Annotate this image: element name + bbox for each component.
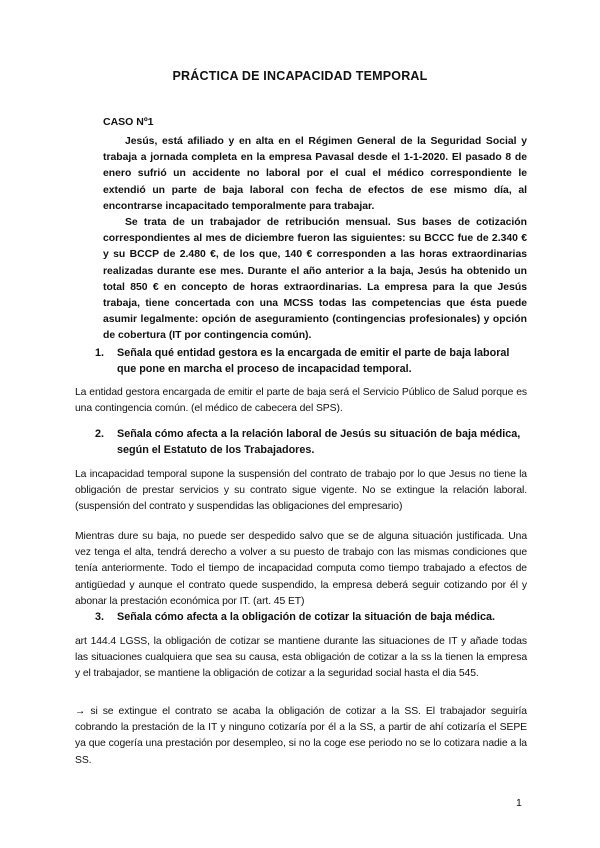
case-label: CASO Nº1 xyxy=(103,116,154,128)
question-text: Señala cómo afecta a la relación laboral de Jesús su situación de baja médica, según el Estatuto de los Trabajadores. xyxy=(117,428,521,456)
answer-paragraph: La entidad gestora encargada de emitir el parte de baja será el Servicio Público de Salud porque es una contingencia común. (el médico de cabecera del SPS). xyxy=(75,387,527,415)
intro-paragraph-text: Se trata de un trabajador de retribución mensual. Sus bases de cotización correspondientes al mes de diciembre fueron las siguientes: su BCCC fue de 2.340 € y su BCCP de 2.480 €, de los que, 140 € corresponden a las horas extraordinarias realizadas durante ese mes. Durante el año anterior a la baja, Jesús ha obtenido un total 850 € en concepto de horas extraordinarias. La empresa para la que Jesús trabaja, tiene concertada con una MCSS todas las competencias que ésta puede asumir legalmente: opción de aseguramiento (contingencias profesionales) y opción de cobertura (IT por contingencia común). xyxy=(103,217,527,342)
question-3 xyxy=(95,609,527,625)
intro-paragraph-text: Jesús, está afiliado y en alta en el Régimen General de la Seguridad Social y trabaja a jornada completa en la empresa Pavasal desde el 1-1-2020. El pasado 8 de enero sufrió un accidente no laboral por el cual el médico correspondiente le extendió un parte de baja laboral con fecha de efectos de ese mismo día, al encontrarse incapacitado temporalmente para trabajar. xyxy=(103,136,527,212)
question-2 xyxy=(95,426,527,458)
question-number: 3. xyxy=(95,611,105,623)
intro-paragraph xyxy=(103,134,527,215)
answer-paragraph: La incapacidad temporal supone la suspensión del contrato de trabajo por lo que Jesus no tiene la obligación de prestar servicios y su contrato sigue vigente. No se extingue la relación laboral. (suspensión del contrato y suspendidas las obligaciones del empresario) xyxy=(75,469,527,513)
answer-paragraph: → si se extingue el contrato se acaba la obligación de cotizar a la SS. El trabajador seguiría cobrando la prestación de la IT y ninguno cotizaría por él a la SS, a partir de ahí cotizaría el SEPE ya que cogería una prestación por desempleo, si no la coge ese periodo no se lo cotizara nadie a la SS. xyxy=(75,706,527,766)
page-title: PRÁCTICA DE INCAPACIDAD TEMPORAL xyxy=(172,69,428,83)
question-number: 2. xyxy=(95,428,105,440)
question-1 xyxy=(95,345,527,377)
page-number: 1 xyxy=(516,797,522,809)
answer-paragraph: Mientras dure su baja, no puede ser despedido salvo que se de alguna situación justificada. Una vez tenga el alta, tendrá derecho a volver a su puesto de trabajo con las mismas condiciones que tenía anteriormente. Todo el tiempo de incapacidad computa como tiempo trabajado a efectos de antigüedad y aunque el contrato quede suspendido, la empresa deberá seguir cotizando por él y abonar la prestación económica por IT. (art. 45 ET) xyxy=(75,531,527,607)
question-text: Señala qué entidad gestora es la encargada de emitir el parte de baja laboral que pone en marcha el proceso de incapacidad temporal. xyxy=(117,347,510,375)
intro-paragraph xyxy=(103,215,527,345)
question-number: 1. xyxy=(95,347,105,359)
question-text: Señala cómo afecta a la obligación de cotizar la situación de baja médica. xyxy=(117,611,496,623)
answer-paragraph: art 144.4 LGSS, la obligación de cotizar se mantiene durante las situaciones de IT y añade todas las situaciones cualquiera que sea su causa, esta obligación de cotizar a la ss la tienen la empresa y el trabajador, se mantiene la obligación de cotizar a la seguridad social hasta el dia 545. xyxy=(75,636,527,680)
